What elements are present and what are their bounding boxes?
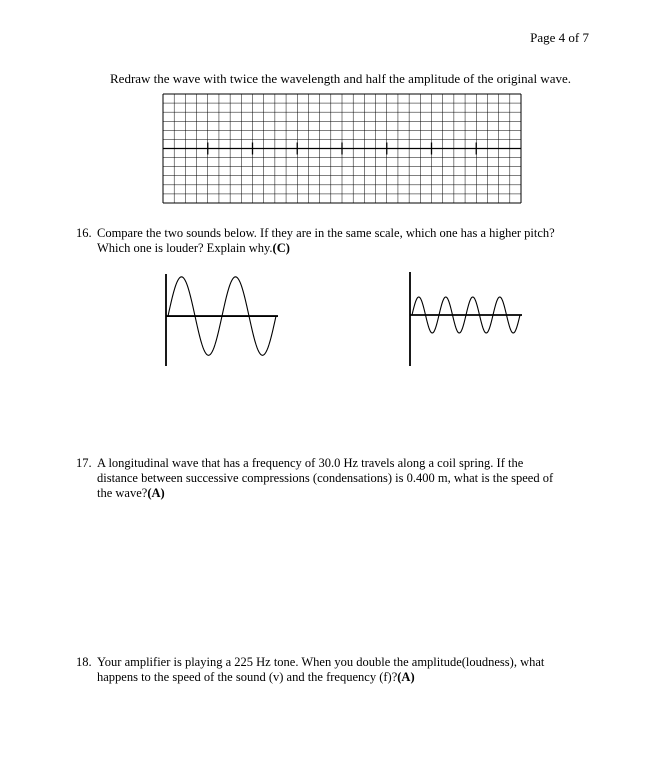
question-16 <box>76 226 555 256</box>
question-17-number: 17. <box>76 456 92 470</box>
question-18-tag: (A) <box>397 670 415 684</box>
wave-grid <box>162 93 522 204</box>
question-16-tag: (C) <box>272 241 290 255</box>
question-16-line2: Which one is louder? Explain why. <box>97 241 273 255</box>
question-17 <box>76 456 616 501</box>
question-17-line2: distance between successive compressions (condensations) is 0.400 m, what is the speed of <box>97 471 554 485</box>
question-16-line1: Compare the two sounds below. If they are in the same scale, which one has a higher pitch? <box>97 226 555 240</box>
question-18 <box>76 655 544 685</box>
question-17-line1: A longitudinal wave that has a frequency of 30.0 Hz travels along a coil spring. If the <box>97 456 524 470</box>
question-17-tag: (A) <box>147 486 165 500</box>
page-number: Page 4 of 7 <box>530 30 589 45</box>
question-16-number: 16. <box>76 226 92 240</box>
question-18-number: 18. <box>76 655 92 669</box>
question-18-line1: Your amplifier is playing a 225 Hz tone. When you double the amplitude(loudness), what <box>97 655 545 669</box>
redraw-instruction: Redraw the wave with twice the wavelength and half the amplitude of the original wave. <box>110 71 571 86</box>
wave-diagram-right <box>404 268 528 368</box>
wave-diagram-left <box>160 270 284 368</box>
question-18-line2: happens to the speed of the sound (v) and the frequency (f)? <box>97 670 398 684</box>
question-17-line3: the wave? <box>97 486 148 500</box>
